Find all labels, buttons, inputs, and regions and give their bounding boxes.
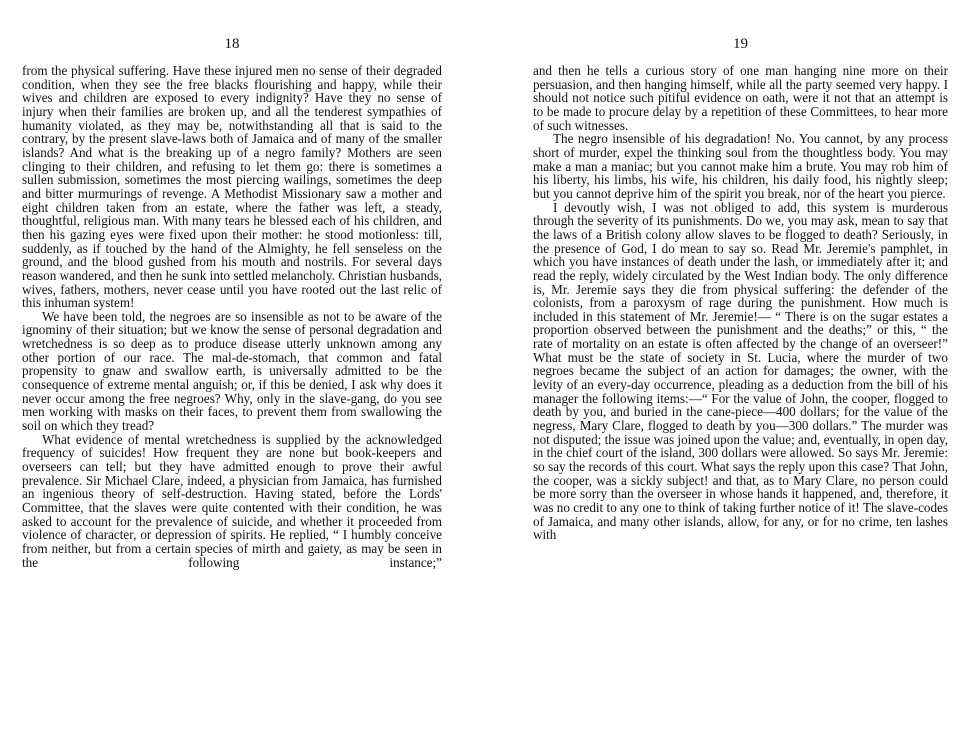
- page-number-left: 18: [224, 36, 240, 52]
- paragraph: I devoutly wish, I was not obliged to add, this system is murderous through the severity of its punishments. Do we, you may ask, mean to say that the laws of a British colony allow slaves to be flogged to death? Seriously, in the presence of God, I do mean to say so. Read Mr. Jeremie's pamphlet, in which you have instances of death under the lash, or immediately after it; and read the reply, widely circulated by the West Indian body. The only difference is, Mr. Jeremie says they die from physical suffering: the defender of the colonists, from a paroxysm of rage during the punishment. How much is included in this statement of Mr. Jeremie!— “ There is on the sugar estates a proportion observed between the punishment and the deaths;” or this, “ the rate of mortality on an estate is often affected by the change of an overseer!” What must be the state of society in St. Lucia, where the murder of two negroes became the subject of an action for damages; the owner, with the levity of an every-day occurrence, pleading as a deduction from the bill of his manager the following items:—“ For the value of John, the cooper, flogged to death by you, and buried in the cane-piece—400 dollars; for the value of the negress, Mary Clare, flogged to death by you—300 dollars.” The murder was not disputed; the issue was joined upon the value; and, eventually, in open day, in the chief court of the island, 300 dollars were allowed. So says Mr. Jeremie: so say the records of this court. What says the reply upon this case? That John, the cooper, was a sickly subject! and that, as to Mary Clare, no person could be more sorry than the overseer in whose hands it happened, and, therefore, it was no credit to any one to think of taking further notice of it! The slave-codes of Jamaica, and many other islands, allow, for any, or for no crime, ten lashes with: [533, 199, 948, 543]
- right-page-body: [533, 64, 948, 542]
- paragraph: and then he tells a curious story of one man hanging nine more on their persuasion, and then hanging himself, while all the party seemed very happy. I should not notice such pitiful evidence on oath, were it not that an attempt is to be made to procure delay by a repetition of these Committees, to hear more of such witnesses.: [533, 63, 948, 133]
- right-page: [533, 0, 948, 736]
- paragraph: The negro insensible of his degradation! No. You cannot, by any process short of murder, expel the thinking soul from the thoughtless body. You may make a man a maniac; but you cannot make him a brute. You may rob him of his liberty, his limbs, his wife, his children, his daily food, his nightly sleep; but you cannot deprive him of the spirit you break, nor of the heart you pierce.: [533, 131, 948, 201]
- left-page: [22, 0, 442, 736]
- paragraph: from the physical suffering. Have these injured men no sense of their degraded condition, when they see the free blacks flourishing and happy, while their wives and children are exposed to every indignity? Have they no sense of injury when their families are broken up, and all the tenderest sympathies of humanity violated, as they may be, notwithstanding all that is said to the contrary, by the present slave-laws both of Jamaica and of many of the smaller islands? And what is the breaking up of a negro family? Mothers are seen clinging to their children, and refusing to let them go: there is sometimes a sullen submission, sometimes the most piercing wailings, sometimes the deep and bitter murmurings of revenge. A Methodist Missionary saw a mother and eight children taken from an estate, where the father was left, a steady, thoughtful, religious man. With many tears he blessed each of his children, and then his gazing eyes were fixed upon their mother: he stood motionless: till, suddenly, as if touched by the hand of the Almighty, he fell senseless on the ground, and the blood gushed from his mouth and nostrils. For several days reason wandered, and then he sunk into settled melancholy. Christian husbands, wives, fathers, mothers, never cease until you have rooted out the last relic of this inhuman system!: [22, 63, 442, 311]
- left-page-body: [22, 64, 442, 569]
- paragraph: What evidence of mental wretchedness is supplied by the acknowledged frequency of suicides! How frequent they are none but book-keepers and overseers can tell; but they have admitted enough to prove their awful prevalence. Sir Michael Clare, indeed, a physician from Jamaica, has furnished an ingenious theory of self-destruction. Having stated, before the Lords' Committee, that the slaves were quite contented with their condition, he was asked to account for the prevalence of suicide, and whether it proceeded from violence of character, or depression of spirits. He replied, “ I humbly conceive from neither, but from a certain species of mirth and gaiety, as may be seen in the following instance;”: [22, 431, 442, 570]
- page-number-right: 19: [733, 36, 748, 52]
- paragraph: We have been told, the negroes are so insensible as not to be aware of the ignominy of their situation; but we know the sense of personal degradation and wretchedness is so deep as to produce disease utterly unknown among any other portion of our race. The mal-de-stomach, that common and fatal propensity to gnaw and swallow earth, is universally admitted to be the consequence of extreme mental anguish; or, if this be denied, I ask why does it never occur among the free negroes? Why, only in the slave-gang, do you see men working with masks on their faces, to prevent them from swallowing the soil on which they tread?: [22, 308, 442, 434]
